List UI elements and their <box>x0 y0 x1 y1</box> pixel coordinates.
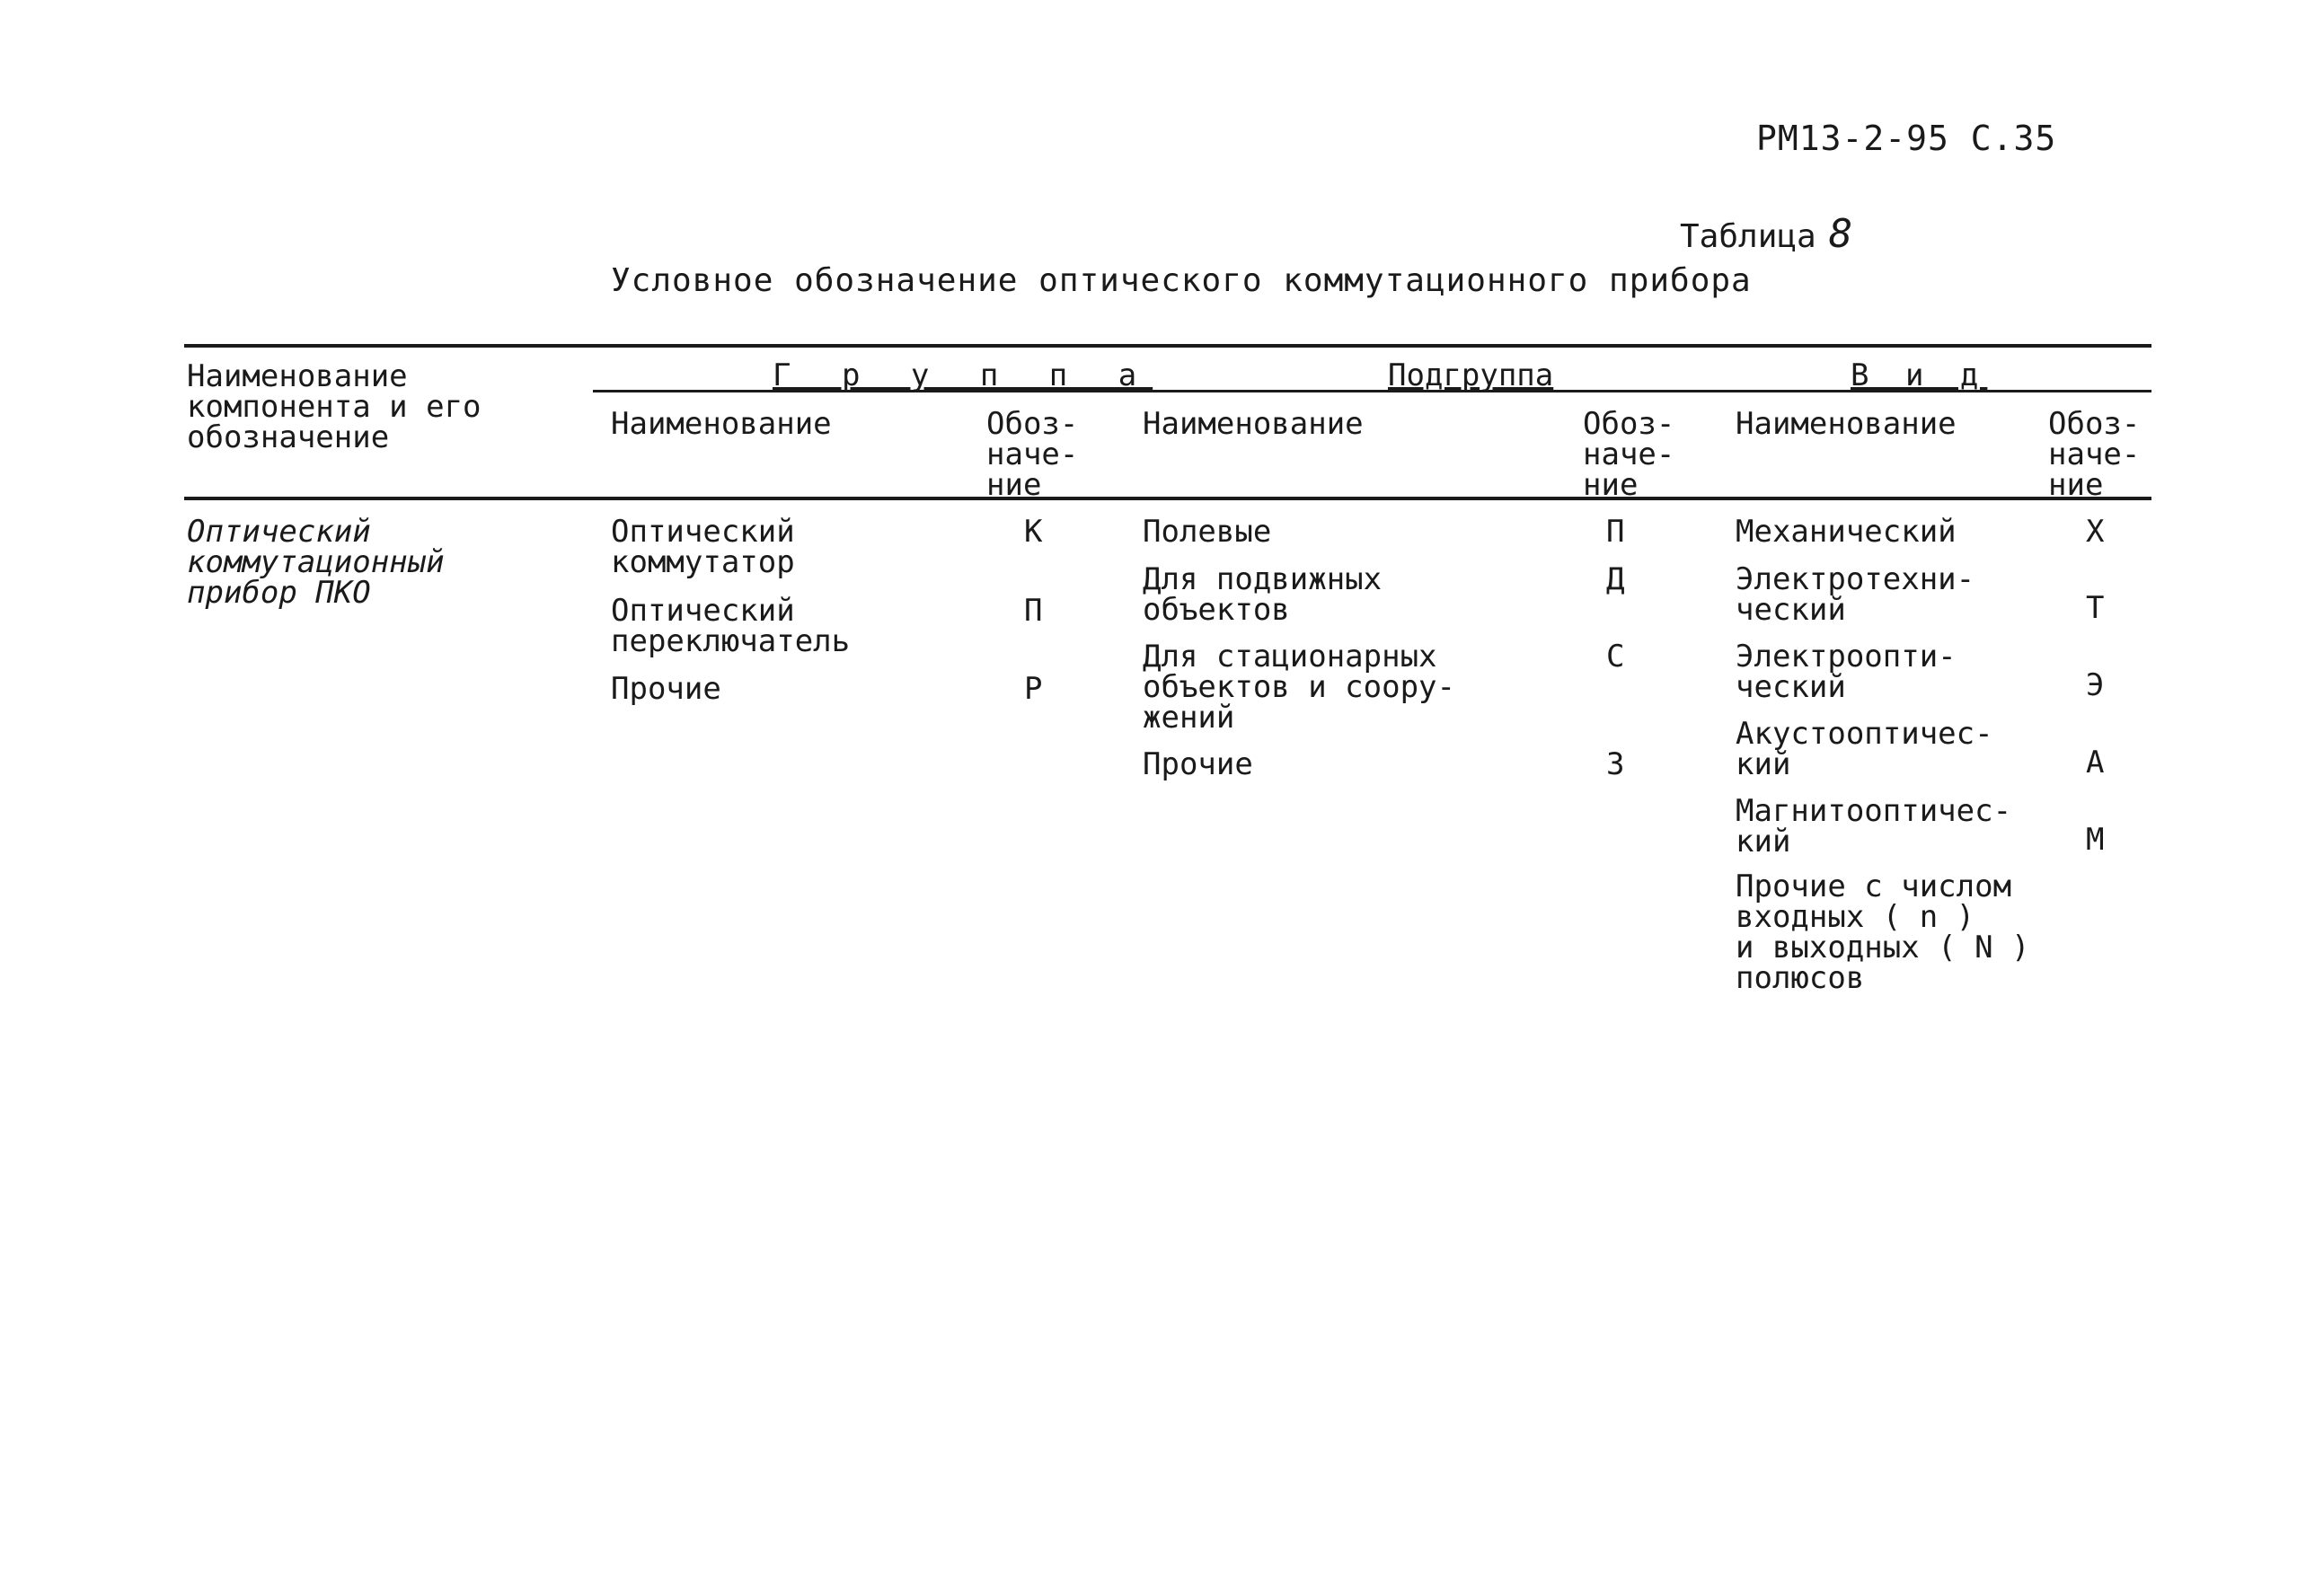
kind-code: А <box>2086 745 2105 780</box>
header-subgroup: Подгруппа <box>1388 357 1554 393</box>
subgroup-name: Для подвижных объектов <box>1143 561 1383 628</box>
group-name: Прочие <box>611 671 721 707</box>
page-code: РМ13-2-95 С.35 <box>1756 119 2057 158</box>
subgroup-code: З <box>1606 746 1625 782</box>
table-caption: Условное обозначение оптического коммутационного прибора <box>611 262 1752 299</box>
header-bottom-rule <box>184 497 2151 500</box>
kind-name: Прочие с числом входных ( n ) и выходных ( N ) полюсов <box>1736 869 2030 996</box>
header-subgroup-designation: Обоз- наче- ние <box>1583 406 1675 503</box>
kind-name: Электротехни- ческий <box>1736 561 1975 628</box>
subgroup-code: П <box>1606 514 1625 550</box>
subgroup-name: Для стационарных объектов и соору- жений <box>1143 639 1455 736</box>
table-top-rule <box>184 344 2151 348</box>
header-group-name: Наименование <box>611 406 832 442</box>
subgroup-name: Полевые <box>1143 514 1272 550</box>
group-code: Р <box>1024 671 1043 707</box>
kind-name: Электроопти- ческий <box>1736 639 1957 705</box>
table-number: 8 <box>1828 211 1853 257</box>
table-label-text: Таблица <box>1680 218 1816 255</box>
subgroup-name: Прочие <box>1143 746 1253 782</box>
group-name: Оптический переключатель <box>611 593 851 659</box>
kind-name: Магнитооптичес- кий <box>1736 793 2012 860</box>
group-code: П <box>1024 593 1043 629</box>
kind-name: Акустооптичес- кий <box>1736 716 1993 782</box>
header-kind: В и д <box>1851 357 1988 393</box>
header-group: Г р у п п а <box>773 357 1153 393</box>
kind-code: Т <box>2086 590 2105 626</box>
kind-code: Х <box>2086 514 2105 550</box>
subgroup-code: С <box>1606 639 1625 675</box>
component-name: Оптический коммутационный прибор ПКО <box>187 514 445 611</box>
table-label <box>1680 211 1852 257</box>
group-code: К <box>1024 514 1043 550</box>
header-kind-name: Наименование <box>1736 406 1957 442</box>
header-kind-designation: Обоз- наче- ние <box>2048 406 2141 503</box>
header-component: Наименование компонента и его обозначение <box>187 358 481 455</box>
header-group-designation: Обоз- наче- ние <box>986 406 1079 503</box>
kind-code: Э <box>2086 667 2105 703</box>
subgroup-code: Д <box>1606 561 1625 597</box>
group-name: Оптический коммутатор <box>611 514 795 580</box>
header-subgroup-name: Наименование <box>1143 406 1364 442</box>
kind-name: Механический <box>1736 514 1957 550</box>
kind-code: М <box>2086 822 2105 858</box>
